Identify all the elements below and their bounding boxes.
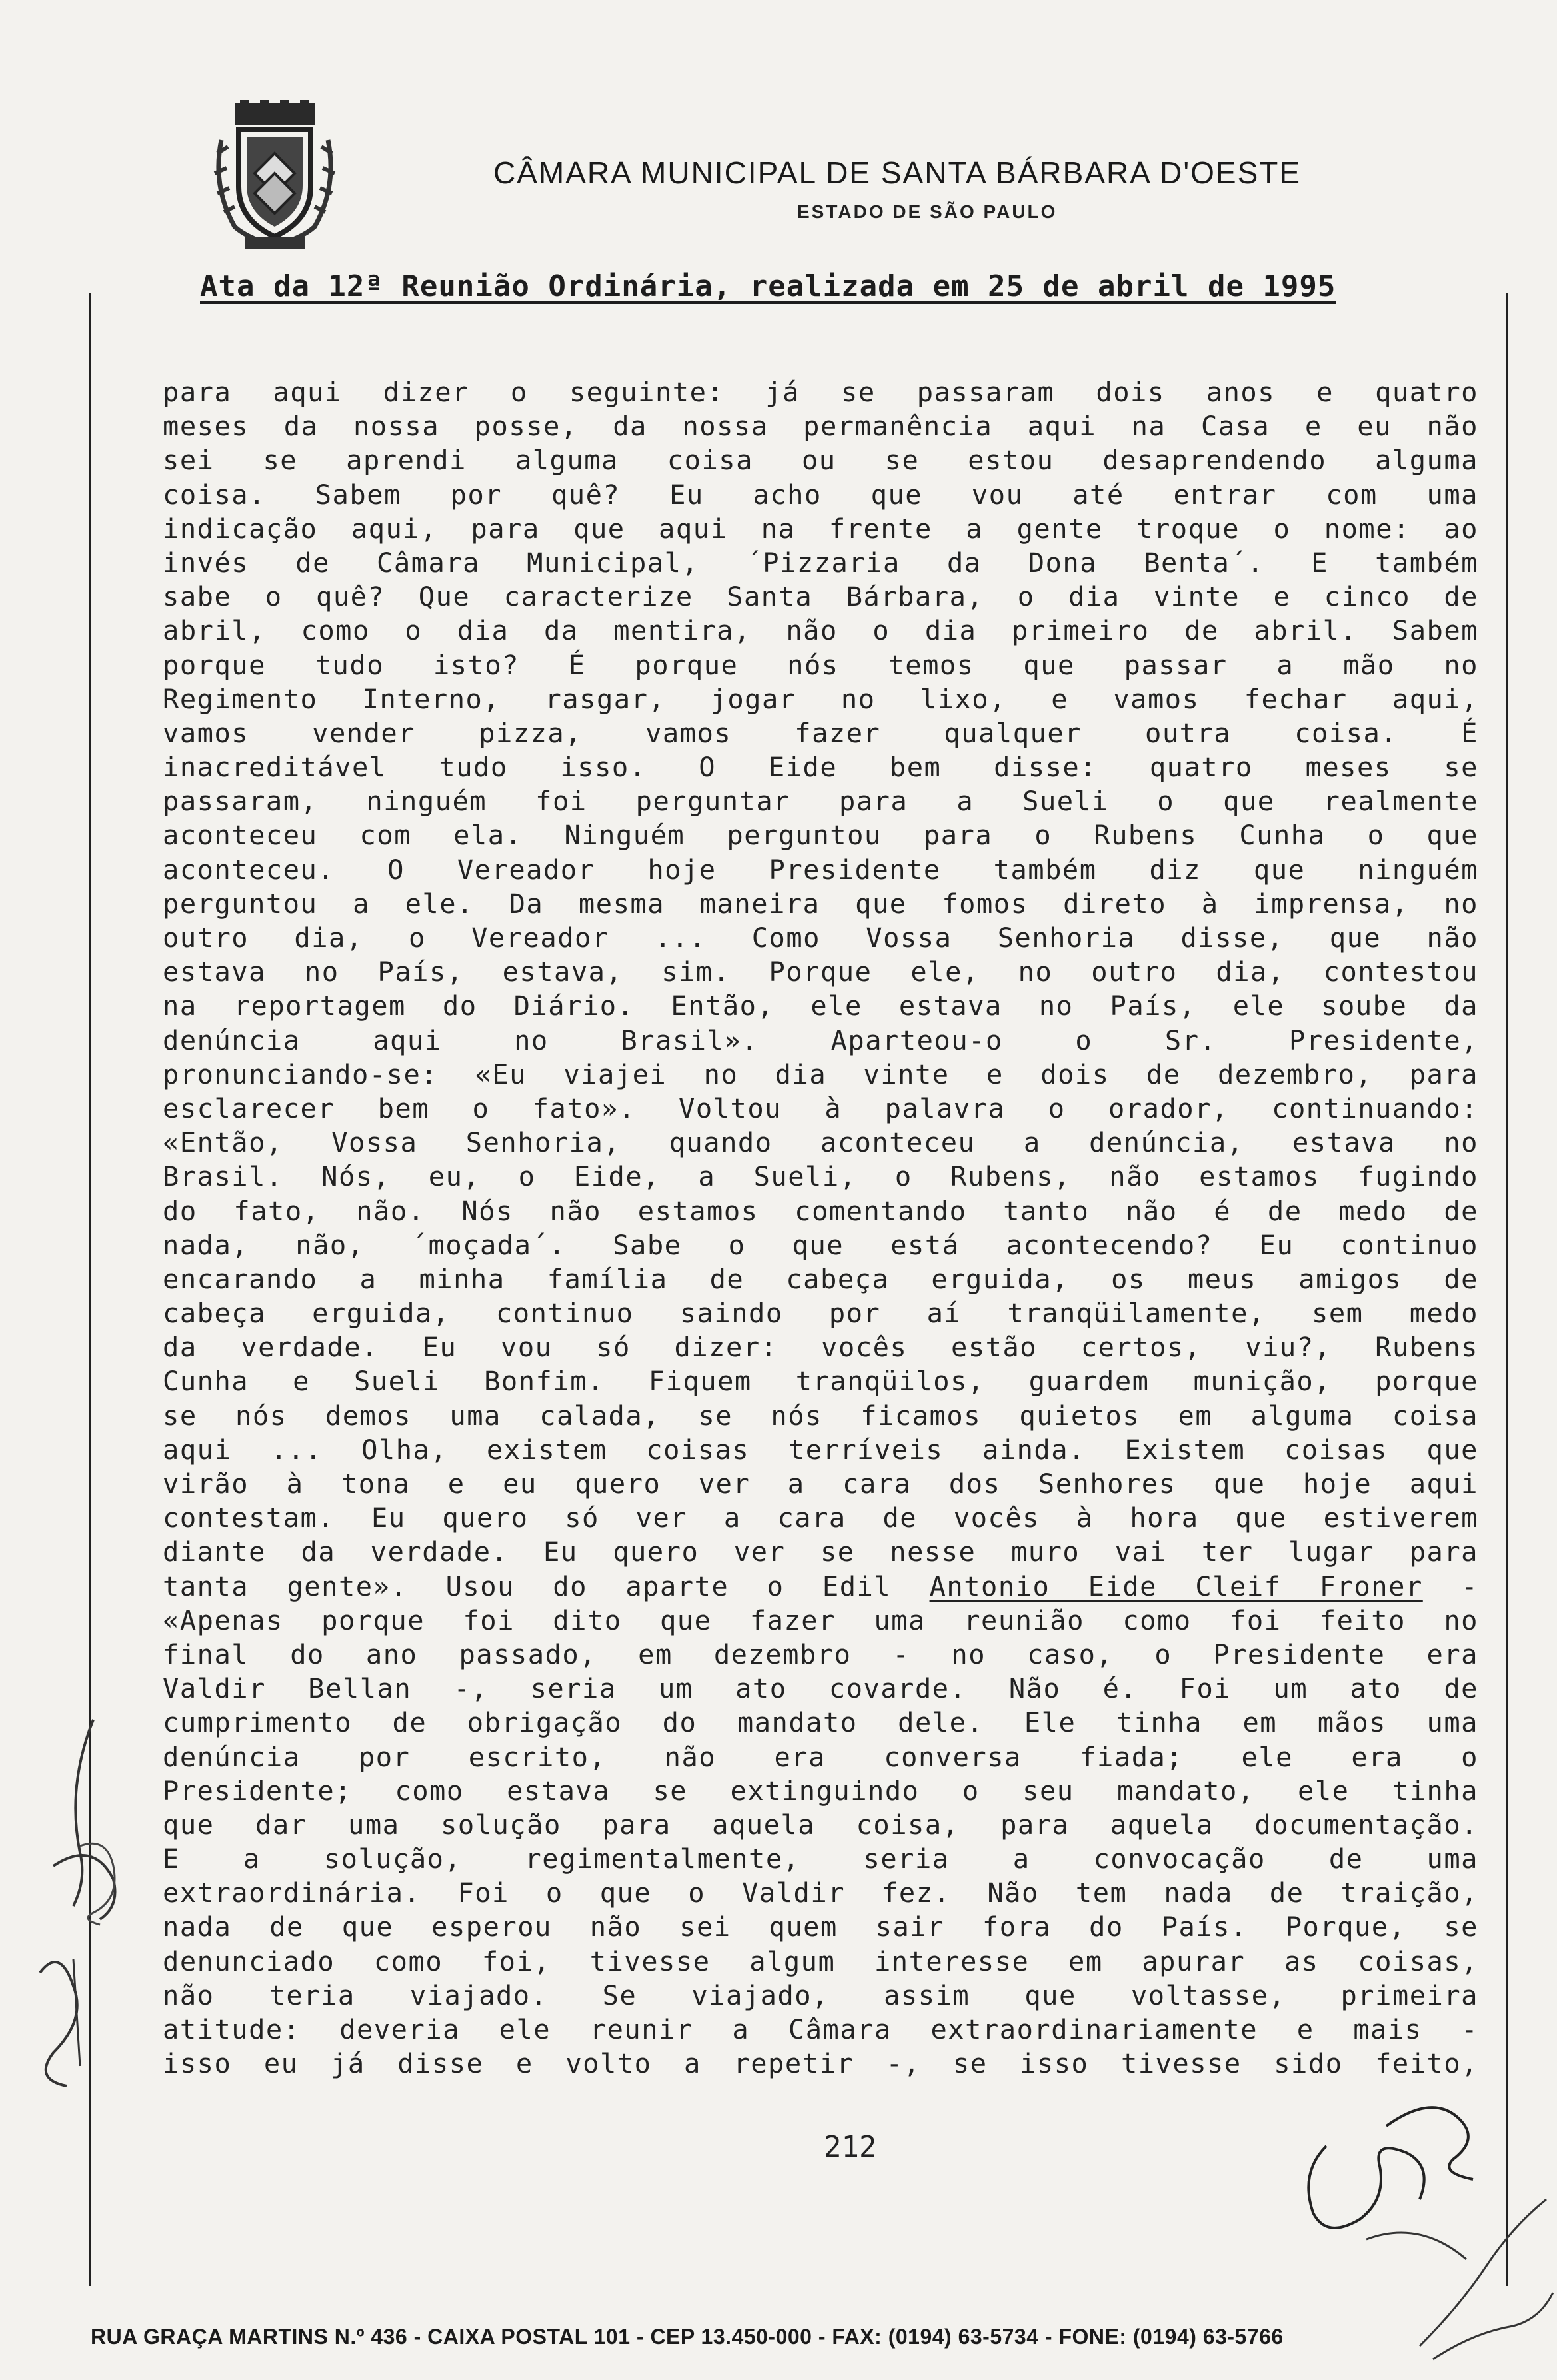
body-line: encarando a minha família de cabeça erguida, os meus amigos de: [163, 1262, 1478, 1295]
body-line: outro dia, o Vereador ... Como Vossa Senhoria disse, que não: [163, 922, 1478, 954]
page-number: 212: [824, 2130, 877, 2164]
body-line: meses da nossa posse, da nossa permanência aqui na Casa e eu não: [163, 410, 1478, 443]
body-line: esclarecer bem o fato». Voltou à palavra o orador, continuando:: [163, 1092, 1478, 1124]
body-line: vamos vender pizza, vamos fazer qualquer outra coisa. É: [163, 716, 1478, 749]
body-line: cumprimento de obrigação do mandato dele. Ele tinha em mãos uma: [163, 1706, 1478, 1739]
body-line: coisa. Sabem por quê? Eu acho que vou até entrar com uma: [163, 478, 1478, 511]
body-line: sei se aprendi alguma coisa ou se estou desaprendendo alguma: [163, 444, 1478, 477]
body-line: Presidente; como estava se extinguindo o seu mandato, ele tinha: [163, 1774, 1478, 1807]
margin-signature-icon: [73, 1833, 133, 1926]
speaker-suffix: -: [1422, 1570, 1478, 1602]
body-line: porque tudo isto? É porque nós temos que passar a mão no: [163, 648, 1478, 681]
body-line-text: tanta gente». Usou do aparte o Edil: [163, 1570, 892, 1602]
body-line: da verdade. Eu vou só dizer: vocês estão certos, viu?, Rubens: [163, 1331, 1478, 1364]
body-line: Brasil. Nós, eu, o Eide, a Sueli, o Rubens, não estamos fugindo: [163, 1160, 1478, 1193]
speaker-name: Antonio Eide Cleif Froner: [929, 1570, 1423, 1602]
body-line: isso eu já disse e volto a repetir -, se isso tivesse sido feito,: [163, 2047, 1478, 2080]
footer-address: RUA GRAÇA MARTINS N.º 436 - CAIXA POSTAL 101 - CEP 13.450-000 - FAX: (0194) 63-5734 - FONE: (0194) 63-5766: [91, 2325, 1284, 2349]
body-line: perguntou a ele. Da mesma maneira que fomos direto à imprensa, no: [163, 887, 1478, 920]
body-line: não teria viajado. Se viajado, assim que voltasse, primeira: [163, 1979, 1478, 2011]
footer-signature-icon: [1406, 2173, 1557, 2373]
body-line: passaram, ninguém foi perguntar para a Sueli o que realmente: [163, 785, 1478, 818]
body-line: do fato, não. Nós não estamos comentando tanto não é de medo de: [163, 1194, 1478, 1227]
body-line: Valdir Bellan -, seria um ato covarde. Não é. Foi um ato de: [163, 1672, 1478, 1705]
body-line: aconteceu com ela. Ninguém perguntou para o Rubens Cunha o que: [163, 819, 1478, 852]
body-line: aqui ... Olha, existem coisas terríveis ainda. Existem coisas que: [163, 1433, 1478, 1466]
body-line: sabe o quê? Que caracterize Santa Bárbara, o dia vinte e cinco de: [163, 581, 1478, 613]
body-line: virão à tona e eu quero ver a cara dos Senhores que hoje aqui: [163, 1468, 1478, 1500]
body-line: contestam. Eu quero só ver a cara de vocês à hora que estiverem: [163, 1502, 1478, 1534]
body-line: para aqui dizer o seguinte: já se passaram dois anos e quatro: [163, 376, 1478, 408]
body-line: «Apenas porque foi dito que fazer uma reunião como foi feito no: [163, 1604, 1478, 1636]
body-line: nada de que esperou não sei quem sair fora do País. Porque, se: [163, 1911, 1478, 1943]
right-margin-rule: [1506, 293, 1508, 2286]
body-line: denunciado como foi, tivesse algum interesse em apurar as coisas,: [163, 1945, 1478, 1977]
body-line: abril, como o dia da mentira, não o dia primeiro de abril. Sabem: [163, 614, 1478, 647]
body-line: que dar uma solução para aquela coisa, para aquela documentação.: [163, 1808, 1478, 1841]
organization-name: CÂMARA MUNICIPAL DE SANTA BÁRBARA D'OESTE: [493, 155, 1302, 190]
minutes-title: Ata da 12ª Reunião Ordinária, realizada em 25 de abril de 1995: [200, 269, 1336, 303]
body-line: diante da verdade. Eu quero ver se nesse muro vai ter lugar para: [163, 1536, 1478, 1568]
body-line: aconteceu. O Vereador hoje Presidente também diz que ninguém: [163, 853, 1478, 886]
body-line: E a solução, regimentalmente, seria a convocação de uma: [163, 1843, 1478, 1875]
body-line: extraordinária. Foi o que o Valdir fez. Não tem nada de traição,: [163, 1877, 1478, 1909]
body-line: atitude: deveria ele reunir a Câmara extraordinariamente e mais -: [163, 2013, 1478, 2045]
body-line: denúncia por escrito, não era conversa fiada; ele era o: [163, 1740, 1478, 1773]
body-line: indicação aqui, para que aqui na frente a gente troque o nome: ao: [163, 512, 1478, 545]
body-line: na reportagem do Diário. Então, ele estava no País, ele soube da: [163, 990, 1478, 1022]
body-line: Regimento Interno, rasgar, jogar no lixo, e vamos fechar aqui,: [163, 682, 1478, 715]
municipal-crest-icon: [208, 100, 341, 253]
body-line: final do ano passado, em dezembro - no caso, o Presidente era: [163, 1638, 1478, 1670]
body-line: invés de Câmara Municipal, ´Pizzaria da Dona Benta´. E também: [163, 546, 1478, 579]
organization-state: ESTADO DE SÃO PAULO: [797, 201, 1058, 222]
body-line-with-speaker: [163, 1570, 1478, 1604]
body-line: denúncia aqui no Brasil». Aparteou-o o Sr. Presidente,: [163, 1024, 1478, 1056]
body-line: se nós demos uma calada, se nós ficamos quietos em alguma coisa: [163, 1399, 1478, 1432]
minutes-body: [163, 375, 1478, 2081]
body-line: pronunciando-se: «Eu viajei no dia vinte e dois de dezembro, para: [163, 1058, 1478, 1090]
body-line: estava no País, estava, sim. Porque ele, no outro dia, contestou: [163, 956, 1478, 988]
body-line: cabeça erguida, continuo saindo por aí tranqüilamente, sem medo: [163, 1297, 1478, 1330]
body-line: nada, não, ´moçada´. Sabe o que está acontecendo? Eu continuo: [163, 1228, 1478, 1261]
body-line: inacreditável tudo isso. O Eide bem disse: quatro meses se: [163, 751, 1478, 784]
body-line: Cunha e Sueli Bonfim. Fiquem tranqüilos, guardem munição, porque: [163, 1365, 1478, 1398]
body-line: «Então, Vossa Senhoria, quando aconteceu a denúncia, estava no: [163, 1126, 1478, 1159]
